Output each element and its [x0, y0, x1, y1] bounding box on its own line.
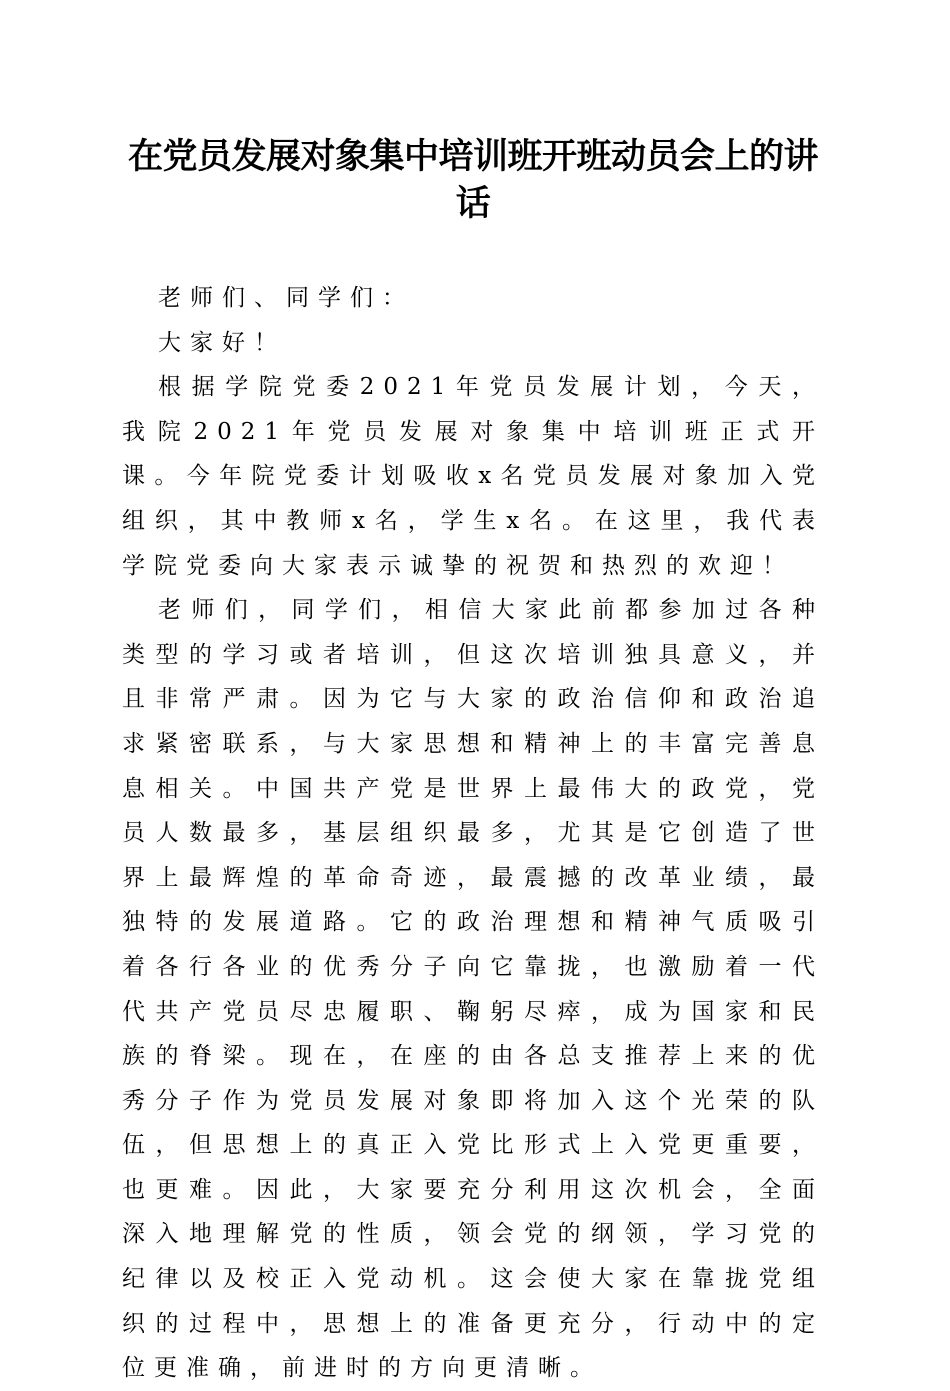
paragraph-2: 老师们，同学们，相信大家此前都参加过各种类型的学习或者培训，但这次培训独具意义，并且非常严肃。因为它与大家的政治信仰和政治追求紧密联系，与大家思想和精神上的丰富完善息息相关。中国共产党是世界上最伟大的政党，党员人数最多，基层组织最多，尤其是它创造了世界上最辉煌的革命奇迹，最震撼的改革业绩，最独特的发展道路。它的政治理想和精神气质吸引着各行各业的优秀分子向它靠拢，也激励着一代代共产党员尽忠履职、鞠躬尽瘁，成为国家和民族的脊梁。现在，在座的由各总支推荐上来的优秀分子作为党员发展对象即将加入这个光荣的队伍，但思想上的真正入党比形式上入党更重要，也更难。因此，大家要充分利用这次机会，全面深入地理解党的性质，领会党的纲领，学习党的纪律以及校正入党动机。这会使大家在靠拢党组织的过程中，思想上的准备更充分，行动中的定位更准确，前进时的方向更清晰。 — [122, 597, 824, 1382]
greeting: 大家好！ — [158, 329, 286, 356]
paragraph-1: 根据学院党委2021年党员发展计划，今天，我院2021年党员发展对象集中培训班正式开课。今年院党委计划吸收x名党员发展对象加入党组织，其中教师x名，学生x名。在这里，我代表学院党委向大家表示诚挚的祝贺和热烈的欢迎！ — [122, 374, 824, 579]
document-body — [122, 276, 824, 1391]
document-title: 在党员发展对象集中培训班开班动员会上的讲话 — [127, 136, 818, 224]
salutation: 老师们、同学们： — [158, 285, 414, 311]
